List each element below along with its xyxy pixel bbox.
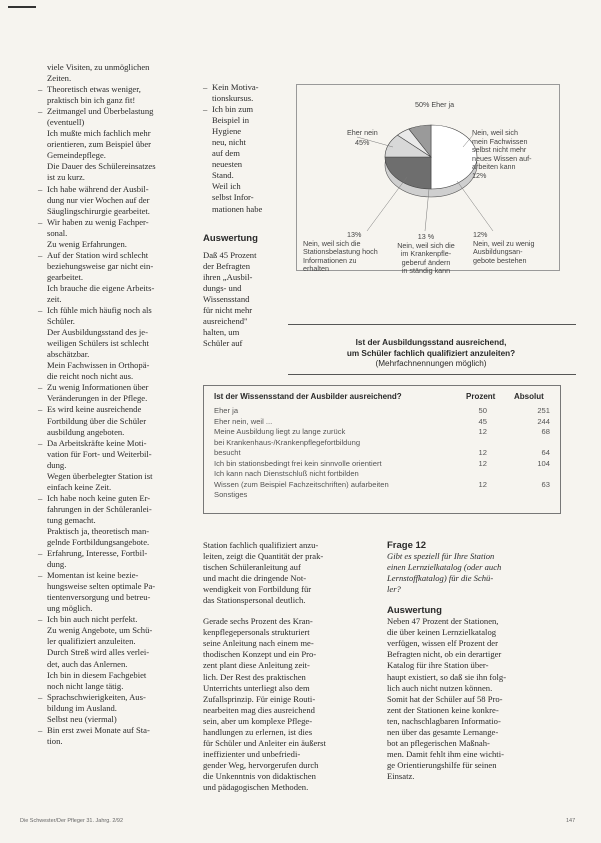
- bullet-text: Es wird keine ausreichende: [47, 404, 142, 415]
- bullet-item: [38, 184, 196, 195]
- text-line: ler?: [387, 584, 401, 595]
- text-line: kenpflegepersonals strukturiert: [203, 627, 310, 638]
- bullet-item: [38, 614, 196, 625]
- text-line: dung.: [47, 559, 67, 570]
- bullet-text: Da Arbeitskräfte keine Moti-: [47, 437, 147, 448]
- text-line: beziehungsweise gar nicht ein-: [47, 260, 154, 271]
- text-line: Veränderungen in der Pflege.: [47, 393, 148, 404]
- bullet-text: Kein Motiva-: [212, 82, 259, 92]
- bullet-item: [38, 250, 196, 261]
- pie-chart: [296, 84, 560, 276]
- text-line: selbst Infor-: [212, 192, 254, 203]
- table-cell-absolute: 63: [541, 479, 550, 489]
- rule-above-question: [288, 324, 576, 325]
- bullet-item: [38, 217, 196, 228]
- bullet-dash-icon: –: [38, 249, 43, 260]
- text-line: zent der Stationen keine konkre-: [387, 704, 499, 715]
- text-line: dung.: [47, 459, 67, 470]
- question-12-heading: Frage 12: [387, 540, 427, 551]
- table-cell-absolute: 244: [537, 416, 550, 426]
- text-line: einfach keine Zeit.: [47, 481, 112, 492]
- bullet-item: [203, 104, 287, 115]
- pie-slice: [385, 157, 431, 189]
- text-line: Zu wenig Angebote, um Schü-: [47, 625, 153, 636]
- bullet-dash-icon: –: [38, 691, 43, 702]
- text-line: lich auch nicht nutzen können.: [387, 682, 493, 693]
- text-line: Station fachlich qualifiziert anzu-: [203, 540, 319, 550]
- text-line: das Stationspersonal deutlich.: [203, 595, 306, 606]
- text-line: ihren „Ausbil-: [203, 271, 253, 282]
- text-line: Katalog für ihre Station über-: [387, 660, 489, 671]
- column-2-list: [203, 82, 287, 215]
- text-line: Wissensstand: [203, 293, 250, 304]
- table-head-question: Ist der Wissensstand der Ausbilder ausreichend?: [214, 392, 402, 401]
- text-line: haupt existiert, so daß sie ihn folg-: [387, 671, 507, 682]
- bullet-dash-icon: –: [38, 84, 43, 95]
- chart-label-bl-2: Nein, weil sich die: [303, 238, 361, 248]
- bullet-text: Erfahrung, Interesse, Fortbil-: [47, 548, 148, 559]
- text-line: Beispiel in: [212, 115, 249, 126]
- bullet-text: Zu wenig Informationen über: [47, 382, 149, 393]
- table-cell-percent: 12: [478, 479, 487, 489]
- text-line: tischen Schüleranleitung auf: [203, 562, 301, 573]
- question-line-2: um Schüler fachlich qualifiziert anzuleiten?: [346, 348, 516, 358]
- text-line: fahrungen in der Schüleranlei-: [47, 503, 152, 514]
- chart-label-bm-5: in ständig kann: [401, 266, 451, 276]
- bullet-item: [38, 438, 196, 449]
- table-cell-label: Meine Ausbildung liegt zu lange zurück: [214, 427, 346, 436]
- text-line: men. Damit fehlt ihm eine wichti-: [387, 748, 504, 759]
- chart-label-bl-1: 13%: [347, 230, 362, 239]
- bullet-item: [38, 84, 196, 95]
- text-line: leiten, zeigt die Quantität der prak-: [203, 551, 324, 562]
- table-cell-percent: 45: [478, 416, 487, 426]
- chart-label-bl-4: Informationen zu: [303, 255, 357, 265]
- text-line: Säuglingschirurgie gearbeitet.: [47, 205, 150, 216]
- text-line: det, auch das Anlernen.: [47, 658, 128, 669]
- text-line: Hygiene: [212, 126, 242, 137]
- text-line: bot an pflegerischen Maßnah-: [387, 737, 490, 748]
- text-line: bildung im Ausland.: [47, 702, 117, 713]
- table-cell-absolute: 68: [541, 427, 550, 436]
- text-line: Zeiten.: [47, 73, 72, 84]
- text-line: Schüler auf: [203, 337, 243, 348]
- text-line: die Unkenntnis von didaktischen: [203, 770, 316, 781]
- text-line: ung möglich.: [47, 603, 93, 614]
- chart-label-bl-5: erhalten: [303, 264, 329, 274]
- text-line: dung nur vier Wochen auf der: [47, 194, 150, 205]
- bullet-dash-icon: –: [38, 404, 43, 415]
- question-line-1: Ist der Ausbildungsstand ausreichend,: [355, 338, 507, 347]
- text-line: Unterrichts unterliegt also dem: [203, 682, 310, 693]
- chart-label-bottom-mid: [389, 233, 463, 276]
- text-line: gender Weg, hervorgerufen durch: [203, 759, 319, 770]
- bullet-dash-icon: –: [203, 104, 208, 115]
- column-3-para-1: [203, 540, 378, 606]
- data-table: [203, 385, 561, 514]
- bullet-dash-icon: –: [38, 305, 43, 316]
- text-line: Daß 45 Prozent: [203, 249, 257, 260]
- table-cell-absolute: 251: [537, 406, 550, 415]
- text-line: für nicht mehr: [203, 304, 253, 315]
- table-cell-label: Ich kann nach Dienstschluß nicht fortbilden: [214, 469, 359, 478]
- table-cell-label: Eher ja: [214, 406, 239, 415]
- text-line: seine Anleitung nach einem me-: [203, 638, 314, 649]
- chart-label-right-1: Nein, weil sich: [472, 128, 518, 137]
- text-line: nen über das gesamte Lernange-: [387, 726, 499, 737]
- text-line: zent plant diese Anleitung zeit-: [203, 660, 310, 671]
- text-line: Somit hat der Schüler auf 58 Pro-: [387, 693, 503, 704]
- text-line: sonal.: [47, 227, 68, 238]
- text-line: weiligen Schülers ist schlecht: [47, 338, 149, 349]
- text-line: vation für Fort- und Weiterbil-: [47, 448, 152, 459]
- bullet-text: Momentan ist keine bezie-: [47, 570, 139, 581]
- footer-journal: Die Schwester/Der Pfleger 31. Jahrg. 2/92: [20, 818, 124, 824]
- text-line: tionskursus.: [212, 93, 254, 104]
- text-line: Gerade sechs Prozent des Kran-: [203, 616, 313, 627]
- text-line: Zufallsprinzip. Für einige Routi-: [203, 693, 316, 704]
- bullet-dash-icon: –: [38, 183, 43, 194]
- rule-below-question: [288, 374, 576, 375]
- text-line: Zu wenig Erfahrungen.: [47, 238, 127, 249]
- chart-question: [282, 338, 580, 370]
- chart-label-left-2: 45%: [355, 138, 370, 147]
- bullet-dash-icon: –: [38, 216, 43, 227]
- column-3: [203, 540, 378, 793]
- text-line: ler qualifiziert anzuleiten.: [47, 636, 136, 647]
- text-line: hungsweise selten optimale Pa-: [47, 581, 156, 592]
- text-line: Fortbildung über die Schüler: [47, 415, 147, 426]
- bullet-item: [38, 106, 196, 117]
- chart-label-right-3: selbst nicht mehr: [472, 145, 527, 155]
- table-head-percent: Prozent: [466, 392, 496, 401]
- bullet-text: Auf der Station wird schlecht: [47, 249, 149, 260]
- text-line: zeit.: [47, 293, 62, 304]
- bullet-item: [38, 382, 196, 393]
- bullet-item: [38, 404, 196, 415]
- chart-label-bottom-left: [303, 231, 383, 274]
- bullet-text: Ich habe während der Ausbil-: [47, 183, 149, 194]
- bullet-item: [38, 725, 196, 736]
- chart-label-left-1: Eher nein: [347, 128, 378, 137]
- top-corner-mark: [8, 6, 36, 8]
- column-3-para-2: [203, 616, 378, 793]
- bullet-text: Theoretisch etwas weniger,: [47, 84, 141, 95]
- text-line: halten, um: [203, 326, 240, 337]
- table-cell-label: Wissen (zum Beispiel Fachzeitschriften) aufarbeiten: [214, 479, 389, 489]
- chart-label-br-1: 12%: [473, 230, 488, 239]
- bullet-item: [38, 305, 196, 316]
- text-line: Ich bin in diesem Fachgebiet: [47, 669, 147, 680]
- text-line: ausreichend": [203, 315, 248, 326]
- column-1: [38, 62, 196, 747]
- text-line: auf dem: [212, 148, 240, 159]
- table-cell-absolute: 64: [541, 448, 550, 457]
- bullet-text: Ich bin zum: [212, 104, 254, 115]
- bullet-dash-icon: –: [203, 82, 208, 92]
- text-line: Lernstoffkatalog) für die Schü-: [387, 573, 494, 584]
- text-line: Praktisch ja, theoretisch man-: [47, 525, 150, 536]
- text-line: wendigkeit von Fortbildung für: [203, 584, 312, 595]
- chart-label-right: [472, 129, 552, 181]
- chart-label-br-2: Nein, weil zu wenig: [473, 238, 535, 248]
- bullet-dash-icon: –: [38, 437, 43, 448]
- text-line: sein, aber um komplexe Pflege-: [203, 715, 313, 726]
- text-line: viele Visiten, zu unmöglichen: [47, 62, 150, 72]
- chart-label-bm-3: im Krankenpfle-: [400, 249, 452, 259]
- table-cell-percent: 50: [478, 406, 487, 415]
- bullet-text: Wir haben zu wenig Fachper-: [47, 216, 149, 227]
- table-cell-percent: 12: [478, 427, 487, 436]
- text-line: praktisch bin ich ganz fit!: [47, 95, 136, 106]
- table-cell-percent: 12: [478, 458, 487, 468]
- table-cell-label: bei Krankenhaus-/Krankenpflegefortbildung: [214, 437, 361, 447]
- column-4-body: [387, 616, 567, 782]
- leader-line: [367, 177, 407, 231]
- text-line: noch nicht lange tätig.: [47, 680, 124, 691]
- text-line: gearbeitet.: [47, 271, 84, 282]
- bullet-item: [38, 692, 196, 703]
- bullet-item: [38, 570, 196, 581]
- section-heading-auswertung-2: Auswertung: [387, 605, 442, 617]
- bullet-dash-icon: –: [38, 570, 43, 581]
- text-line: Weil ich: [212, 181, 241, 192]
- text-line: einen Lernzielkatalog (oder auch: [387, 562, 502, 573]
- text-line: mationen habe: [212, 203, 263, 214]
- text-line: ineffizienter und unbefriedi-: [203, 748, 301, 759]
- text-line: die reicht noch nicht aus.: [47, 371, 134, 382]
- bullet-dash-icon: –: [38, 724, 43, 735]
- bullet-text: Ich fühle mich häufig noch als: [47, 305, 152, 316]
- chart-label-right-6: 12%: [472, 170, 487, 180]
- bullet-dash-icon: –: [38, 614, 43, 625]
- text-line: (eventuell): [47, 117, 85, 128]
- bullet-text: Ich habe noch keine guten Er-: [47, 492, 151, 503]
- text-line: die über keinen Lernzielkatalog: [387, 627, 497, 638]
- text-line: ten, nachschlagbaren Informatio-: [387, 715, 501, 726]
- text-line: tientenversorgung und betreu-: [47, 592, 151, 603]
- footer-page-number: 147: [566, 818, 576, 824]
- text-line: dungs- und: [203, 282, 242, 293]
- bullet-text: Zeitmangel und Überbelastung: [47, 106, 154, 117]
- text-line: Wegen überbelegter Station ist: [47, 470, 153, 481]
- text-line: ist zu kurz.: [47, 172, 85, 183]
- text-line: thodischen Konzept und ein Pro-: [203, 649, 317, 660]
- text-line: verfügen, wissen elf Prozent der: [387, 638, 498, 649]
- table-cell-label: Ich bin stationsbedingt frei kein sinnvolle orientiert: [214, 458, 382, 468]
- section-heading-auswertung: Auswertung: [203, 232, 258, 244]
- leader-line: [457, 181, 493, 231]
- chart-label-right-4: neues Wissen auf-: [472, 153, 532, 163]
- table-cell-label: Eher nein, weil ...: [214, 416, 273, 426]
- chart-label-bottom-right: [473, 231, 555, 265]
- chart-label-bl-3: Stationsbelastung hoch: [303, 247, 378, 257]
- bullet-item: [38, 493, 196, 504]
- chart-label-top: 50% Eher ja: [415, 100, 455, 109]
- chart-label-right-2: mein Fachwissen: [472, 136, 528, 146]
- text-line: Mein Fachwissen in Orthopä-: [47, 360, 150, 371]
- text-line: Der Ausbildungsstand des je-: [47, 327, 148, 338]
- question-12-text: [387, 551, 567, 595]
- text-line: Die Dauer des Schülereinsatzes: [47, 161, 156, 172]
- table-cell-absolute: 104: [537, 458, 550, 468]
- text-line: orientieren, zum Beispiel über: [47, 139, 152, 150]
- text-line: nearbeiten mag dies ausreichend: [203, 704, 315, 715]
- question-line-3: (Mehrfachnennungen möglich): [375, 359, 487, 368]
- table-cell-label: Sonstiges: [214, 490, 248, 499]
- text-line: abschätzbar.: [47, 349, 90, 360]
- text-line: Durch Streß wird alles verlei-: [47, 647, 150, 658]
- text-line: der Befragten: [203, 260, 251, 271]
- bullet-dash-icon: –: [38, 548, 43, 559]
- bullet-dash-icon: –: [38, 106, 43, 117]
- text-line: neu, nicht: [212, 137, 246, 148]
- column-2-body: [203, 250, 287, 349]
- text-line: und pädagogischen Methoden.: [203, 781, 309, 792]
- text-line: lich. Der Rest des praktischen: [203, 671, 306, 682]
- chart-label-bm-1: 13 %: [417, 232, 435, 241]
- bullet-text: Bin erst zwei Monate auf Sta-: [47, 724, 150, 735]
- chart-label-right-5: arbeiten kann: [472, 162, 516, 172]
- text-line: tion.: [47, 735, 63, 746]
- text-line: für Schüler und Anleiter ein äußerst: [203, 737, 326, 748]
- text-line: tung gemacht.: [47, 514, 96, 525]
- chart-label-bm-4: geberuf ändern: [401, 257, 451, 267]
- bullet-dash-icon: –: [38, 382, 43, 393]
- text-line: gelnde Fortbildungsangebote.: [47, 537, 150, 548]
- text-line: Befragten nicht, ob ein derartiger: [387, 649, 502, 660]
- column-2: [203, 82, 287, 349]
- text-line: Einsatz.: [387, 770, 415, 781]
- text-line: Neben 47 Prozent der Stationen,: [387, 616, 499, 627]
- text-line: ausbildung angeboten.: [47, 426, 125, 437]
- bullet-item: [203, 82, 287, 93]
- table-cell-label: besucht: [214, 448, 241, 457]
- bullet-text: Ich bin auch nicht perfekt.: [47, 614, 138, 625]
- text-line: Selbst neu (viermal): [47, 713, 117, 724]
- text-line: Gemeindepflege.: [47, 150, 106, 161]
- text-line: Ich mußte mich fachlich mehr: [47, 128, 151, 139]
- chart-label-bm-2: Nein, weil sich die: [397, 240, 455, 250]
- table-cell-percent: 12: [478, 448, 487, 457]
- text-line: neuesten: [212, 159, 243, 170]
- column-4: [387, 540, 567, 782]
- chart-label-br-4: gebote bestehen: [473, 255, 527, 265]
- bullet-item: [38, 548, 196, 559]
- text-line: und macht die dringende Not-: [203, 573, 307, 584]
- bullet-text: Sprachschwierigkeiten, Aus-: [47, 691, 146, 702]
- bullet-dash-icon: –: [38, 492, 43, 503]
- text-line: Schüler.: [47, 316, 75, 327]
- text-line: Gibt es speziell für Ihre Station: [387, 551, 495, 562]
- text-line: ge Orientierungshilfe für seinen: [387, 759, 497, 770]
- table-head-absolute: Absolut: [514, 392, 544, 401]
- text-line: handlungen zu erlernen, ist dies: [203, 726, 313, 737]
- text-line: Ich brauche die eigene Arbeits-: [47, 282, 155, 293]
- chart-label-br-3: Ausbildungsan-: [473, 247, 523, 257]
- text-line: Stand.: [212, 170, 234, 181]
